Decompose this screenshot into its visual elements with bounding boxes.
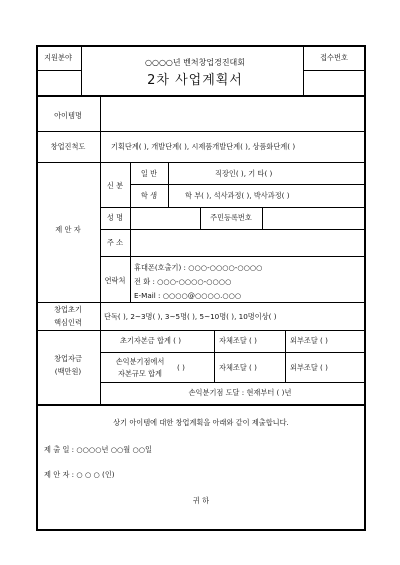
divider [285, 330, 286, 382]
status-label: 신 분 [106, 181, 124, 190]
proposer-label: 제 안 자 [55, 225, 81, 234]
divider [100, 95, 101, 404]
divider [130, 184, 366, 185]
breakeven-time: 손익분기점 도달 : 현재부터 ( )년 [188, 388, 292, 397]
addressee: 귀 하 [192, 496, 210, 505]
divider [100, 352, 366, 353]
support-field-label: 지원분야 [44, 53, 72, 62]
divider [303, 70, 366, 71]
self-funding-1: 자체조달 ( ) [219, 336, 257, 345]
progress-options: 기획단계( ), 개발단계( ), 시제품개발단계( ), 상품화단계( ) [111, 142, 296, 151]
divider [36, 95, 366, 97]
divider [214, 330, 215, 382]
divider [36, 302, 366, 303]
resident-number-label: 주민등록번호 [210, 213, 252, 222]
address-label: 주 소 [106, 238, 124, 247]
proposer-signature: 제 안 자 : ○ ○ ○ (인) [44, 470, 115, 479]
self-funding-2: 자체조달 ( ) [219, 363, 257, 372]
student-label: 학 생 [140, 191, 158, 200]
progress-label: 창업진척도 [50, 142, 86, 151]
general-options: 직장인( ), 기 타( ) [215, 169, 273, 178]
breakeven-capital-label-1: 손익분기점에서 [115, 357, 165, 366]
divider [36, 162, 366, 163]
idea-name-label: 아이템명 [54, 111, 82, 120]
name-label: 성 명 [106, 213, 124, 222]
divider [36, 131, 366, 132]
divider [130, 256, 131, 302]
receipt-number-label: 접수번호 [320, 53, 348, 62]
divider [36, 330, 366, 331]
external-funding-2: 외부조달 ( ) [290, 363, 328, 372]
mobile-number: 휴대폰(호출기) : ○○○-○○○○-○○○○ [134, 263, 263, 272]
divider [36, 70, 81, 71]
divider [200, 207, 201, 229]
email-address: E-Mail : ○○○○@○○○○.○○○ [134, 291, 242, 300]
breakeven-capital-label-2: 자본규모 합계 [118, 369, 162, 378]
divider [36, 404, 366, 406]
divider [100, 256, 366, 257]
form-frame [36, 45, 366, 531]
initial-capital-total: 초기자본금 합계 ( ) [120, 336, 182, 345]
contact-label: 연락처 [104, 276, 126, 285]
divider [100, 229, 366, 230]
general-label: 일 반 [140, 169, 158, 178]
divider [100, 207, 366, 208]
divider [81, 45, 82, 95]
divider [100, 382, 366, 383]
form-title: 2차 사업계획서 [147, 73, 243, 88]
submission-statement: 상기 아이템에 대한 창업계획을 아래와 같이 제출합니다. [113, 418, 289, 427]
divider [262, 207, 263, 229]
submission-date: 제 출 일 : ○○○○년 ○○월 ○○일 [44, 445, 152, 454]
external-funding-1: 외부조달 ( ) [290, 336, 328, 345]
breakeven-capital-value: ( ) [177, 363, 185, 372]
staff-options: 단독( ), 2~3명( ), 3~5명( ), 5~10명( ), 10명이상( ) [104, 312, 277, 321]
event-line: ○○○○년 벤처창업경진대회 [144, 58, 246, 67]
funding-label-1: 창업자금 [54, 354, 82, 363]
phone-number: 전 화 : ○○○-○○○○-○○○○ [134, 277, 232, 286]
initial-staff-label-1: 창업초기 [54, 305, 82, 314]
student-options: 학 부( ), 석사과정( ), 박사과정( ) [185, 191, 290, 200]
initial-staff-label-2: 핵심인력 [54, 318, 82, 327]
funding-label-2: (백만원) [54, 367, 82, 376]
